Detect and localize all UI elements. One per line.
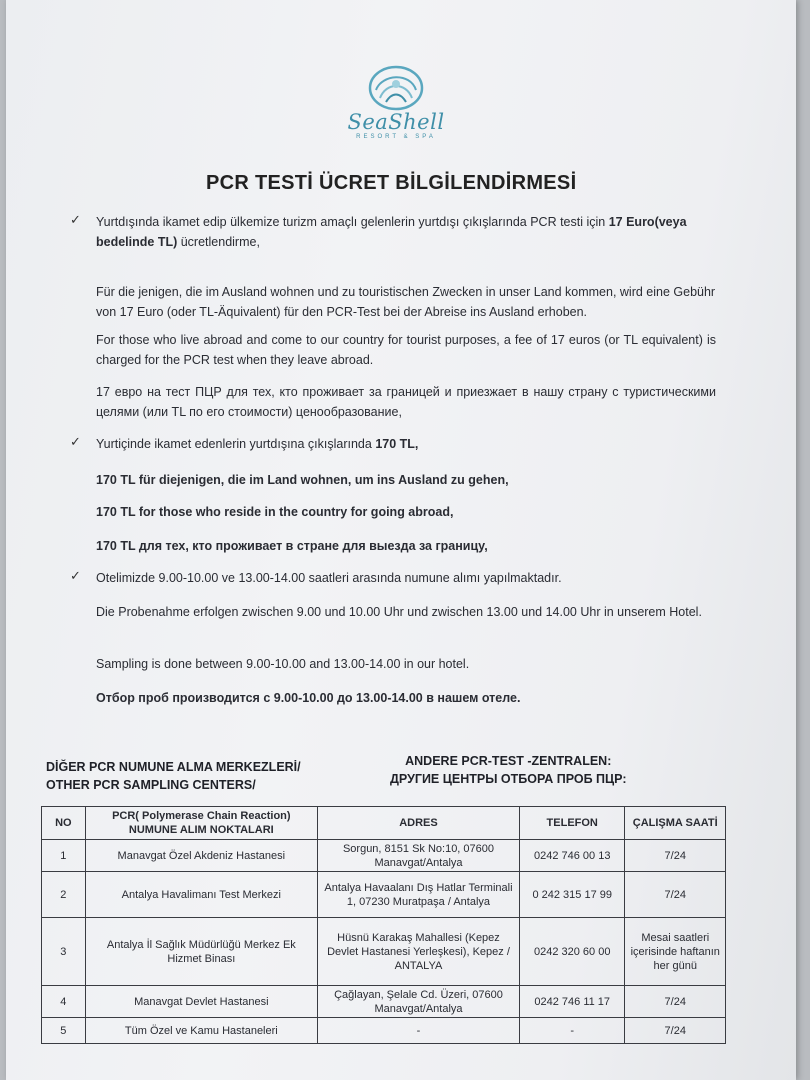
table-row <box>42 840 726 872</box>
s1-de: Für die jenigen, die im Ausland wohnen und zu touristischen Zwecken in unser Land kommen, wird eine Gebühr von 17 Euro (oder TL-Äquivalent) für den PCR-Test bei der Abreise ins Ausland erhoben. <box>96 285 716 319</box>
row-no: 4 <box>42 986 86 1018</box>
row-address: Çağlayan, Şelale Cd. Üzeri, 07600 Manavgat/Antalya <box>318 986 520 1018</box>
row-address: Antalya Havaalanı Dış Hatlar Terminali 1, 07230 Muratpaşa / Antalya <box>318 872 520 918</box>
centers-heading-left <box>46 758 301 794</box>
check-icon: ✓ <box>70 212 81 227</box>
row-name: Manavgat Devlet Hastanesi <box>85 986 317 1018</box>
header-no: NO <box>42 807 86 840</box>
page-title: PCR TESTİ ÜCRET BİLGİLENDİRMESİ <box>206 172 577 194</box>
seashell-logo <box>326 62 466 140</box>
s2-tr <box>96 434 716 454</box>
row-name: Antalya İl Sağlık Müdürlüğü Merkez Ek Hizmet Binası <box>85 918 317 986</box>
centers-heading-left-1: DİĞER PCR NUMUNE ALMA MERKEZLERİ/ <box>46 760 301 774</box>
row-no: 2 <box>42 872 86 918</box>
s1-tr-bold: 17 Euro(veya bedelinde TL) <box>96 215 687 249</box>
row-hours: 7/24 <box>625 872 726 918</box>
s1-tr <box>96 212 716 252</box>
row-no: 5 <box>42 1018 86 1044</box>
row-no: 3 <box>42 918 86 986</box>
row-address: Hüsnü Karakaş Mahallesi (Kepez Devlet Hastanesi Yerleşkesi), Kepez / ANTALYA <box>318 918 520 986</box>
logo-subtitle: RESORT & SPA <box>356 134 436 140</box>
row-hours: Mesai saatleri içerisinde haftanın her günü <box>625 918 726 986</box>
sampling-centers-table <box>41 806 726 1044</box>
s2-tr-text: Yurtiçinde ikamet edenlerin yurtdışına çıkışlarında <box>96 437 376 451</box>
header-address: ADRES <box>318 807 520 840</box>
s2-tr-bold: 170 TL, <box>375 437 419 451</box>
table-row <box>42 986 726 1018</box>
seashell-icon <box>366 62 426 112</box>
check-icon: ✓ <box>70 434 81 449</box>
s3-ru: Отбор проб производится с 9.00-10.00 до 13.00-14.00 в нашем отеле. <box>96 691 521 705</box>
row-hours: 7/24 <box>625 1018 726 1044</box>
s2-ru: 170 TL для тех, кто проживает в стране для выезда за границу, <box>96 539 488 553</box>
s1-tr-text: Yurtdışında ikamet edip ülkemize turizm amaçlı gelenlerin yurtdışı çıkışlarında PCR testi için <box>96 215 609 229</box>
centers-heading-left-2: OTHER PCR SAMPLING CENTERS/ <box>46 778 256 792</box>
header-phone: TELEFON <box>519 807 625 840</box>
s3-de: Die Probenahme erfolgen zwischen 9.00 und 10.00 Uhr und zwischen 13.00 und 14.00 Uhr in unserem Hotel. <box>96 605 702 619</box>
table-row <box>42 1018 726 1044</box>
row-address: Sorgun, 8151 Sk No:10, 07600 Manavgat/Antalya <box>318 840 520 872</box>
row-phone: 0242 320 60 00 <box>519 918 625 986</box>
s3-tr: Otelimizde 9.00-10.00 ve 13.00-14.00 saatleri arasında numune alımı yapılmaktadır. <box>96 571 562 585</box>
centers-heading-right <box>390 752 627 788</box>
s2-de: 170 TL für diejenigen, die im Land wohnen, um ins Ausland zu gehen, <box>96 473 509 487</box>
header-hours: ÇALIŞMA SAATİ <box>625 807 726 840</box>
s1-ru: 17 евро на тест ПЦР для тех, кто проживает за границей и приезжает в нашу страну с туристическими целями (или TL по его стоимости) ценообразование, <box>96 385 716 419</box>
s2-en: 170 TL for those who reside in the country for going abroad, <box>96 505 454 519</box>
row-hours: 7/24 <box>625 840 726 872</box>
centers-heading-right-1: ANDERE PCR-TEST -ZENTRALEN: <box>405 754 612 768</box>
s1-en: For those who live abroad and come to our country for tourist purposes, a fee of 17 euros (or TL equivalent) is charged for the PCR test when they leave abroad. <box>96 333 716 367</box>
table-row <box>42 918 726 986</box>
row-hours: 7/24 <box>625 986 726 1018</box>
check-icon: ✓ <box>70 568 81 583</box>
logo-brand: SeaShell <box>347 110 445 134</box>
s1-tr-suffix: ücretlendirme, <box>177 235 260 249</box>
row-phone: 0242 746 00 13 <box>519 840 625 872</box>
row-phone: - <box>519 1018 625 1044</box>
header-points: PCR( Polymerase Chain Reaction) NUMUNE ALIM NOKTALARI <box>85 807 317 840</box>
row-address: - <box>318 1018 520 1044</box>
table-header-row <box>42 807 726 840</box>
table-row <box>42 872 726 918</box>
row-phone: 0242 746 11 17 <box>519 986 625 1018</box>
notice-paper <box>6 0 796 1080</box>
centers-heading-right-2: ДРУГИЕ ЦЕНТРЫ ОТБОРА ПРОБ ПЦР: <box>390 772 627 786</box>
row-name: Manavgat Özel Akdeniz Hastanesi <box>85 840 317 872</box>
row-phone: 0 242 315 17 99 <box>519 872 625 918</box>
s3-en: Sampling is done between 9.00-10.00 and 13.00-14.00 in our hotel. <box>96 657 470 671</box>
row-name: Antalya Havalimanı Test Merkezi <box>85 872 317 918</box>
row-no: 1 <box>42 840 86 872</box>
row-name: Tüm Özel ve Kamu Hastaneleri <box>85 1018 317 1044</box>
